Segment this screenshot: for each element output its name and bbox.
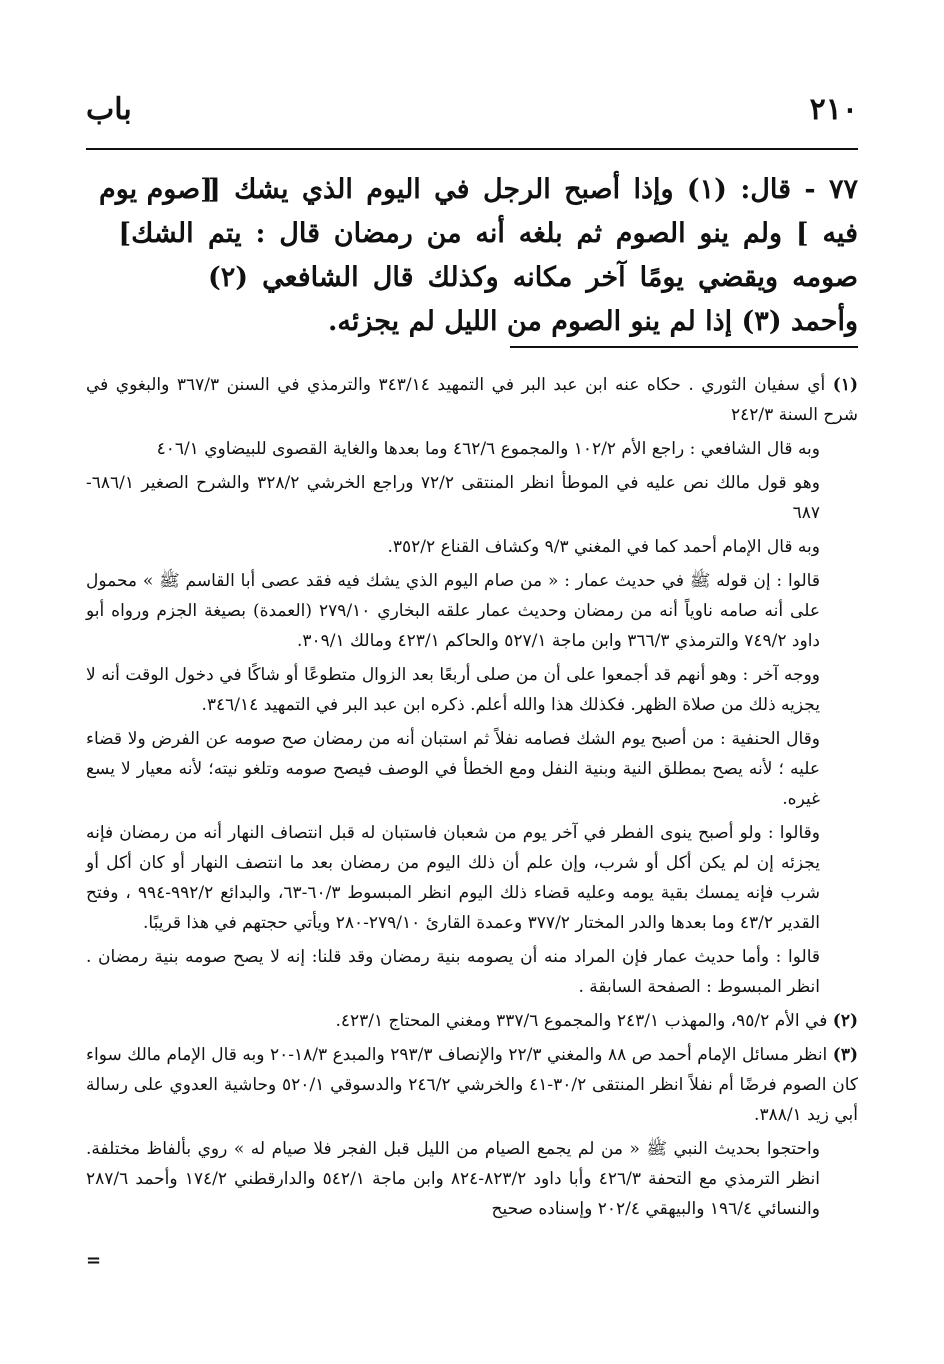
margin-heading (86, 168, 226, 256)
footnote-text: أي سفيان الثوري . حكاه عنه ابن عبد البر في التمهيد ٣٤٣/١٤ والترمذي في السنن ٣٦٧/٣ والبغوي في شرح السنة ٢٤٢/٣ (86, 375, 858, 425)
footnote-text: انظر مسائل الإمام أحمد ص ٨٨ والمغني ٢٢/٣ والإنصاف ٢٩٣/٣ والمبدع ١٨/٣-٢٠ وبه قال الإمام مالك سواء كان الصوم فرضًا أم نفلاً انظر المنتقى ٣٠/٢-٤١ والخرشي ٢٤٦/٢ والدسوقي ٥٢٠/١ وحاشية العدوي على رسالة أبي زيد ٣٨٨/١. (86, 1045, 858, 1125)
margin-heading-line2: الشك] (118, 218, 194, 249)
footnote-number: (٢) (832, 1011, 858, 1031)
margin-heading-line1: [صوم يوم (99, 174, 213, 205)
footnote-text: في الأم ٩٥/٢، والمهذب ٢٤٣/١ والمجموع ٣٣٧/٦ ومغني المحتاج ٤٢٣/١. (335, 1011, 828, 1031)
footnote-text: واحتجوا بحديث النبي ﷺ « من لم يجمع الصيام من الليل قبل الفجر فلا صيام له » روي بألفاظ مختلفة. انظر الترمذي مع التحفة ٤٢٦/٣ وأبا داود ٨٢٣/٢-٨٢٤ وابن ماجة ٥٤٢/١ والدارقطني ١٧٤/٢ وأحمد ٢٨٧/٦ والنسائي ١٩٦/٤ والبيهقي ٢٠٢/٤ وإسناده صحيح (86, 1139, 820, 1219)
footnote-text: قالوا : إن قوله ﷺ في حديث عمار : « من صام اليوم الذي يشك فيه فقد عصى أبا القاسم ﷺ » محمول على أنه صامه ناوياً أنه من رمضان وحديث عمار علقه البخاري ٢٧٩/١٠ (العمدة) بصيغة الجزم ورواه أبو داود ٧٤٩/٢ والترمذي ٣٦٦/٣ وابن ماجة ٥٢٧/١ والحاكم ٤٢٣/١ ومالك ٣٠٩/١. (86, 571, 820, 651)
footnote-text: وبه قال الإمام أحمد كما في المغني ٩/٣ وكشاف القناع ٣٥٢/٢. (387, 537, 820, 557)
footnote-number: (٣) (832, 1045, 859, 1065)
footnote-text: وقال الحنفية : من أصبح يوم الشك فصامه نفلاً ثم استبان أنه من رمضان صح صومه عن الفرض ولا قضاء عليه ؛ لأنه يصح بمطلق النية وبنية النفل ومع الخطأ في الوصف فيصح صومه وتلغو نيته؛ لأنه معيار لا يسع غيره. (86, 729, 820, 809)
continuation-mark: = (86, 1250, 102, 1271)
main-text (208, 168, 858, 344)
footnote-text: قالوا : وأما حديث عمار فإن المراد منه أن يصومه بنية رمضان وقد قلنا: إنه لا يصح صومه بنية رمضان . انظر المبسوط : الصفحة السابقة . (86, 947, 820, 997)
footnotes (86, 370, 858, 1228)
main-paragraph: ٧٧ - قال: (١) وإذا أصبح الرجل في اليوم الذي يشك [ فيه ] ولم ينو الصوم ثم بلغه أنه من رمضان قال : يتم صومه ويقضي يومًا آخر مكانه وكذلك قال الشافعي (٢) وأحمد (٣) إذا لم ينو الصوم من الليل لم يجزئه. (208, 174, 858, 337)
footnote-number: (١) (832, 375, 859, 395)
footnote-text: وبه قال الشافعي : راجع الأم ١٠٢/٢ والمجموع ٤٦٢/٦ وما بعدها والغاية القصوى للبيضاوي ٤٠٦/١ (156, 439, 820, 459)
page-number: ٢١٠ (809, 92, 858, 127)
footnote-2 (86, 1006, 858, 1036)
page-header (86, 92, 858, 144)
footnote-divider (510, 346, 858, 348)
footnote-text: وهو قول مالك نص عليه في الموطأ انظر المنتقى ٧٢/٢ وراجع الخرشي ٣٢٨/٢ والشرح الصغير ٦٨٦/١- ٦٨٧ (86, 473, 820, 523)
footnote-text: وقالوا : ولو أصبح ينوى الفطر في آخر يوم من شعبان فاستبان له قبل انتصاف النهار أنه من رمضان فإنه يجزئه إن لم يكن أكل أو شرب، وإن علم أن ذلك اليوم من رمضان بعد ما انتصف النهار أو كان أكل أو شرب فإنه يمسك بقية يومه وعليه قضاء ذلك اليوم انظر المبسوط ٦٠/٣-٦٣، والبدائع ٩٩٢/٢-٩٩٤ ، وفتح القدير ٤٣/٢ وما بعدها والدر المختار ٣٧٧/٢ وعمدة القارئ ٢٧٩/١٠-٢٨٠ ويأتي حجتهم في هذا قريبًا. (86, 823, 821, 933)
footnote-1 (86, 370, 858, 1002)
footnote-text: ووجه آخر : وهو أنهم قد أجمعوا على أن من صلى أربعًا بعد الزوال متطوعًا أو شاكًا في دخول الوقت أنه لا يجزيه ذلك من صلاة الظهر. فكذلك هذا والله أعلم. ذكره ابن عبد البر في التمهيد ٣٤٦/١٤. (86, 665, 820, 715)
header-divider (86, 148, 858, 150)
footnote-3 (86, 1040, 858, 1224)
running-header: باب (86, 92, 132, 127)
